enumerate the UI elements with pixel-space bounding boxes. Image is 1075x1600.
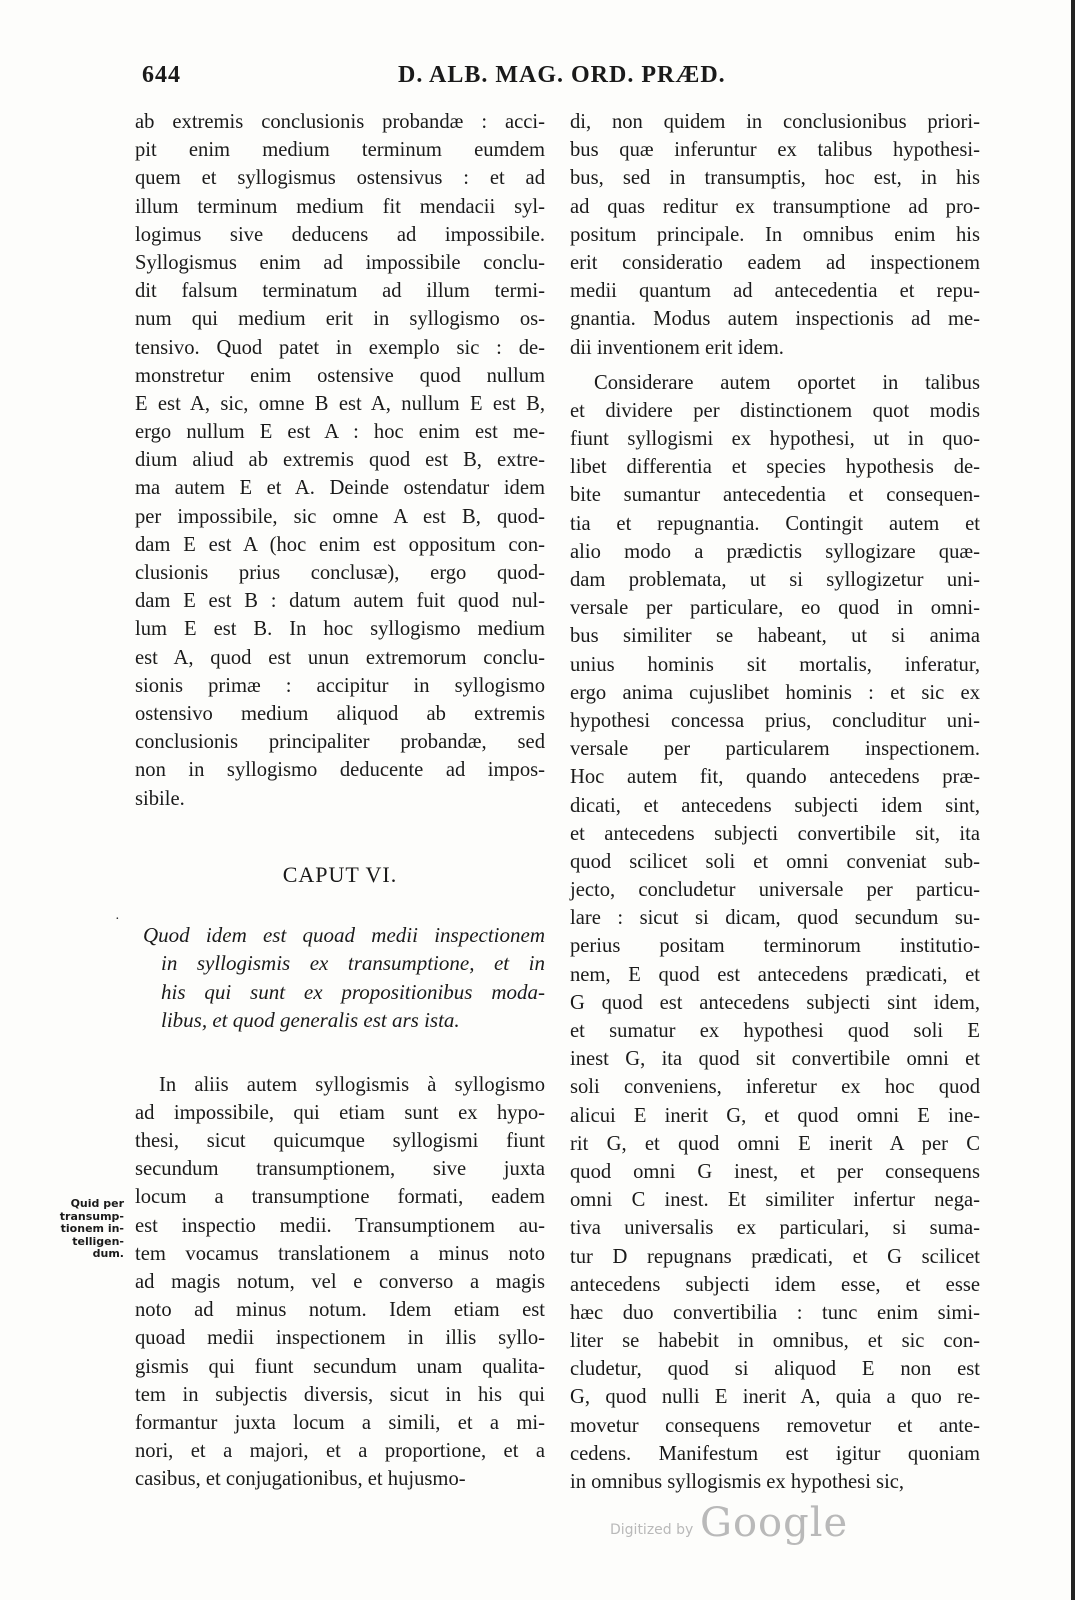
right-paragraph-1 xyxy=(570,108,980,362)
marginal-note xyxy=(40,1198,124,1261)
text-line: hæc duo convertibilia : tunc enim simi- xyxy=(570,1301,980,1324)
text-line: Considerare autem oportet in talibus xyxy=(594,371,980,394)
text-line: cedens. Manifestum est igitur quoniam xyxy=(570,1442,980,1465)
text-line: dii inventionem erit idem. xyxy=(570,336,784,359)
marginal-note-line: dum. xyxy=(92,1247,124,1260)
watermark-caption: Digitized by xyxy=(610,1522,694,1538)
text-line: pit enim medium terminum eumdem xyxy=(135,139,545,162)
text-line: monstretur enim ostensive quod nullum xyxy=(135,364,545,387)
text-line: antecedens subjecti idem esse, et esse xyxy=(570,1273,980,1296)
text-line: secundum transumptionem, sive juxta xyxy=(135,1158,545,1181)
text-line: di, non quidem in conclusionibus priori- xyxy=(570,111,980,133)
right-paragraph-2 xyxy=(570,369,980,1497)
left-paragraph-1 xyxy=(135,108,545,813)
text-line: movetur consequens removetur et ante- xyxy=(570,1414,980,1437)
text-line: unius hominis sit mortalis, inferatur, xyxy=(570,653,980,676)
text-line: omni C inest. Et similiter infertur nega- xyxy=(570,1189,980,1212)
text-line: positum principale. In omnibus enim his xyxy=(570,223,980,246)
text-line: clusionis prius conclusæ), ergo quod- xyxy=(135,562,545,584)
text-line: in syllogismis ex transumptione, et in xyxy=(161,951,545,976)
text-line: logimus sive deducens ad impossibile. xyxy=(135,223,545,246)
text-line: dit falsum terminatum ad illum termi- xyxy=(135,280,545,303)
running-head: D. ALB. MAG. ORD. PRÆD. xyxy=(398,62,726,88)
text-line: libus, et quod generalis est ars ista. xyxy=(161,1008,460,1033)
text-line: gnantia. Modus autem inspectionis ad me- xyxy=(570,308,980,331)
text-line: est inspectio medii. Transumptionem au- xyxy=(135,1214,545,1237)
text-line: ad magis notum, vel e converso a magis xyxy=(135,1271,545,1293)
text-line: cludetur, quod si aliquod E non est xyxy=(570,1358,980,1381)
text-line: alio modo a prædictis syllogizare quæ- xyxy=(570,540,980,563)
running-header xyxy=(0,62,1075,92)
text-line: dicati, et antecedens subjecti idem sint, xyxy=(570,794,980,817)
page-number: 644 xyxy=(142,62,181,88)
text-line: G quod est antecedens subjecti sint idem, xyxy=(570,991,980,1014)
text-line: formantur juxta locum a simili, et a mi- xyxy=(135,1411,545,1434)
text-line: gismis qui fiunt secundum unam qualita- xyxy=(135,1355,545,1378)
marginal-note-line: tionem in- xyxy=(60,1222,124,1235)
text-line: hypothesi concessa prius, concluditur uni- xyxy=(570,709,980,732)
text-line: liter se habebit in omnibus, et sic con- xyxy=(570,1330,980,1353)
text-line: ostensivo medium aliquod ab extremis xyxy=(135,702,545,725)
text-line: G, quod nulli E inerit A, quia a quo re- xyxy=(570,1386,980,1409)
text-line: dam E est A (hoc enim est oppositum con- xyxy=(135,533,545,556)
text-line: versale per particulare, eo quod in omni- xyxy=(570,597,980,620)
text-line: illum terminum medium fit mendacii syl- xyxy=(135,195,545,218)
text-line: locum a transumptione formati, eadem xyxy=(135,1186,545,1209)
text-line: tem vocamus translationem a minus noto xyxy=(135,1242,545,1265)
text-line: dium aliud ab extremis quod est B, extre- xyxy=(135,449,545,472)
text-line: sibile. xyxy=(135,787,185,810)
text-line: In aliis autem syllogismis à syllogismo xyxy=(159,1073,545,1096)
text-line: ma autem E et A. Deinde ostendatur idem xyxy=(135,477,545,500)
text-line: nem, E quod est antecedens prædicati, et xyxy=(570,963,980,986)
text-line: rit G, et quod omni E inerit A per C xyxy=(570,1132,980,1155)
text-line: in omnibus syllogismis ex hypothesi sic, xyxy=(570,1471,905,1493)
text-line: jecto, concludetur universale per particu- xyxy=(570,879,980,902)
text-line: tensivo. Quod patet in exemplo sic : de- xyxy=(135,336,545,359)
text-line: non in syllogismo deducente ad impos- xyxy=(135,759,545,782)
text-line: erit consideratio eadem ad inspectionem xyxy=(570,251,980,274)
text-line: Syllogismus enim ad impossibile conclu- xyxy=(135,251,545,274)
text-line: his qui sunt ex propositionibus moda- xyxy=(161,979,545,1004)
text-line: per impossibile, sic omne A est B, quod- xyxy=(135,505,545,528)
chapter-title: CAPUT VI. xyxy=(282,861,398,887)
text-line: tem in subjectis diversis, sicut in his qui xyxy=(135,1383,545,1406)
text-line: et antecedens subjecti convertibile sit, ita xyxy=(570,822,980,845)
text-line: bus similiter se habeant, ut si anima xyxy=(570,625,980,648)
text-line: conclusionis principaliter probandæ, sed xyxy=(135,731,545,754)
chapter-summary xyxy=(135,921,545,1035)
text-line: bus quæ inferuntur ex talibus hypothesi- xyxy=(570,139,980,162)
text-line: ergo nullum E est A : hoc enim est me- xyxy=(135,421,545,444)
marginal-note-line: telligen- xyxy=(72,1234,124,1248)
google-logo: Google xyxy=(700,1500,849,1546)
text-line: quod omni G inest, et per consequens xyxy=(570,1160,980,1183)
text-line: soli conveniens, inferetur ex hoc quod xyxy=(570,1076,980,1099)
text-line: lare : sicut si dicam, quod secundum su- xyxy=(570,907,980,930)
text-line: bus, sed in transumptis, hoc est, in his xyxy=(570,167,980,190)
text-line: tur D repugnans prædicati, et G scilicet xyxy=(570,1245,980,1268)
right-column xyxy=(570,108,980,1496)
text-line: ad quas reditur ex transumptione ad pro- xyxy=(570,195,980,218)
text-line: alicui E inerit G, et quod omni E ine- xyxy=(570,1104,980,1127)
text-line: ergo anima cujuslibet hominis : et sic ex xyxy=(570,681,980,704)
text-line: ad impossibile, qui etiam sunt ex hypo- xyxy=(135,1101,545,1124)
text-line: fiunt syllogismi ex hypothesi, ut in quo- xyxy=(570,428,980,451)
text-line: num qui medium erit in syllogismo os- xyxy=(135,308,545,331)
text-line: tia et repugnantia. Contingit autem et xyxy=(570,512,980,535)
left-column xyxy=(135,108,545,1494)
margin-dot: · xyxy=(115,912,120,927)
page-edge xyxy=(1071,0,1075,1600)
text-line: est A, quod est unun extremorum conclu- xyxy=(135,646,545,669)
text-line: et dividere per distinctionem quot modis xyxy=(570,399,980,422)
text-line: thesi, sicut quicumque syllogismi fiunt xyxy=(135,1130,545,1153)
text-line: Hoc autem fit, quando antecedens præ- xyxy=(570,766,980,789)
left-paragraph-2 xyxy=(135,1071,545,1494)
text-line: quem et syllogismus ostensivus : et ad xyxy=(135,167,545,190)
text-line: E est A, sic, omne B est A, nullum E est B, xyxy=(135,392,545,415)
text-line: noto ad minus notum. Idem etiam est xyxy=(135,1299,545,1322)
text-line: dam problemata, ut si syllogizetur uni- xyxy=(570,569,980,591)
text-line: casibus, et conjugationibus, et hujusmo- xyxy=(135,1468,466,1491)
text-line: inest G, ita quod sit convertibile omni et xyxy=(570,1048,980,1071)
text-line: bite sumantur antecedentia et consequen- xyxy=(570,484,980,507)
text-line: medii quantum ad antecedentia et repu- xyxy=(570,280,980,303)
marginal-note-line: transump- xyxy=(59,1209,124,1223)
text-line: lum E est B. In hoc syllogismo medium xyxy=(135,618,545,641)
text-line: tiva universalis ex particulari, si suma- xyxy=(570,1217,980,1240)
text-line: nori, et a majori, et a proportione, et a xyxy=(135,1440,545,1463)
text-line: quod scilicet soli et omni conveniat sub- xyxy=(570,850,980,873)
text-line: versale per particularem inspectionem. xyxy=(570,738,980,761)
text-line: sionis primæ : accipitur in syllogismo xyxy=(135,674,545,697)
text-line: Quod idem est quoad medii inspectionem xyxy=(143,922,545,947)
text-line: ab extremis conclusionis probandæ : acci- xyxy=(135,111,545,133)
text-line: libet differentia et species hypothesis de- xyxy=(570,456,980,479)
text-line: perius positam terminorum institutio- xyxy=(570,935,980,958)
marginal-note-line: Quid per xyxy=(70,1197,124,1210)
text-line: quoad medii inspectionem in illis syllo- xyxy=(135,1327,545,1350)
text-line: dam E est B : datum autem fuit quod nul- xyxy=(135,590,545,613)
text-line: et sumatur ex hypothesi quod soli E xyxy=(570,1020,980,1042)
